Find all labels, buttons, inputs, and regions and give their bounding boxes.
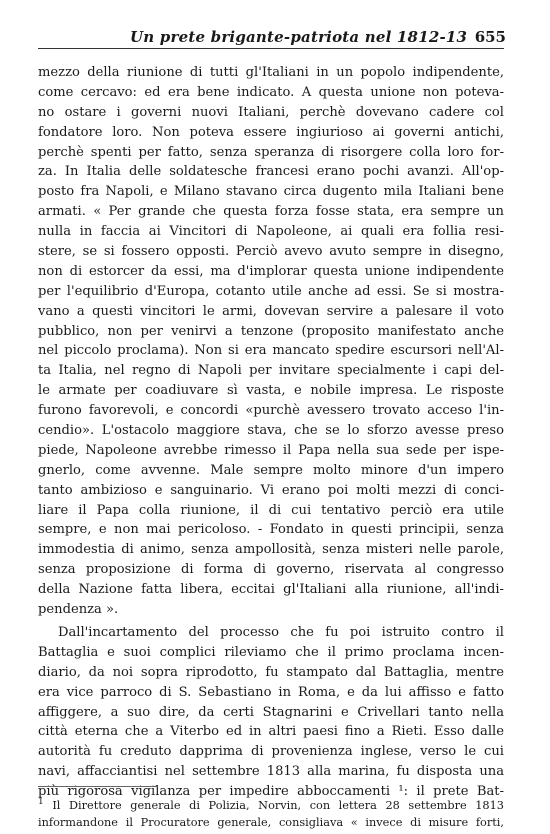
text-line: senza proposizione di forma di governo, riservata al congresso: [38, 562, 504, 578]
text-line: sempre, e non mai pericoloso. - Fondato in questi principii, senza: [38, 522, 504, 538]
footnote: [38, 794, 504, 834]
footnote-marker: 1: [38, 797, 44, 807]
text-line: nel piccolo proclama). Non si era mancato spedire escursori nell'Al-: [38, 343, 504, 359]
page-number: 655: [474, 28, 506, 46]
paragraph-1: [38, 63, 504, 620]
text-line: perchè spenti per fatto, senza speranza di risorgere colla loro for-: [38, 144, 504, 160]
text-line: non di estorcer da essi, ma d'implorar questa unione indipendente: [38, 263, 504, 279]
text-line: mezzo della riunione di tutti gl'Italiani in un popolo indipendente,: [38, 65, 504, 80]
footnote-rule: [38, 786, 158, 787]
header-rule: [38, 48, 504, 49]
text-line: nulla in faccia ai Vincitori di Napoleone, ai quali era follia resi-: [38, 224, 504, 240]
text-line: città eterna che a Viterbo ed in altri paesi fino a Rieti. Esso dalle: [38, 724, 504, 740]
text-line: gnerlo, come avvenne. Male sempre molto minore d'un impero: [38, 462, 504, 478]
text-line: no ostare i governi nuovi Italiani, perchè dovevano cadere col: [38, 104, 504, 120]
text-line: le armate per coadiuvare sì vasta, e nobile impresa. Le risposte: [38, 383, 504, 399]
text-line: della Nazione fatta libera, eccitai gl'Italiani alla riunione, all'indi-: [38, 582, 504, 598]
text-line: fondatore loro. Non poteva essere ingiurioso ai governi antichi,: [38, 124, 504, 140]
text-line: più rigorosa vigilanza per impedire abboccamenti ¹: il prete Bat-: [38, 784, 504, 800]
text-line: posto fra Napoli, e Milano stavano circa dugento mila Italiani bene: [38, 184, 504, 200]
text-line: pubblico, non per venirvi a tenzone (proposito manifestato anche: [38, 323, 504, 339]
text-line: za. In Italia delle soldatesche francesi erano pochi avanzi. All'op-: [38, 164, 504, 180]
text-line: come cercavo: ed era bene indicato. A questa unione non poteva-: [38, 84, 504, 100]
text-line: Battaglia e suoi complici rileviamo che il primo proclama incen-: [38, 644, 504, 660]
text-line: navi, affacciantisi nel settembre 1813 alla marina, fu disposta una: [38, 764, 504, 780]
text-line: per l'equilibrio d'Europa, cotanto utile anche ad essi. Se si mostra-: [38, 283, 504, 299]
running-title: Un prete brigante-patriota nel 1812-13: [130, 28, 468, 46]
text-line: piede, Napoleone avrebbe rimesso il Papa nella sua sede per ispe-: [38, 442, 504, 458]
text-line: furono favorevoli, e concordi «purchè avessero trovato acceso l'in-: [38, 403, 504, 419]
text-line: pendenza ».: [38, 602, 119, 618]
text-line: diario, da noi sopra riprodotto, fu stampato dal Battaglia, mentre: [38, 664, 504, 680]
text-line: armati. « Per grande che questa forza fosse stata, era sempre un: [38, 204, 504, 220]
text-line: autorità fu creduto dapprima di provenienza inglese, verso le cui: [38, 744, 504, 760]
body-text: [38, 63, 504, 802]
text-line: affiggere, a suo dire, da certi Stagnarini e Crivellari tanto nella: [38, 704, 504, 720]
footnote-line: [38, 794, 504, 814]
text-line: tanto ambizioso e sanguinario. Vi erano poi molti mezzi di conci-: [38, 482, 504, 498]
text-line: ta Italia, nel regno di Napoli per invitare specialmente i capi del-: [38, 363, 504, 379]
page: [38, 28, 504, 802]
text-line: stere, se si fossero opposti. Perciò avevo avuto sempre in disegno,: [38, 244, 504, 260]
text-line: Dall'incartamento del processo che fu poi istruito contro il: [58, 624, 504, 640]
text-line: immodestia di animo, senza ampollosità, senza misteri nelle parole,: [38, 542, 504, 558]
text-line: vano a questi vincitori le armi, dovevan servire a palesare il voto: [38, 303, 504, 319]
paragraph-2: [38, 623, 504, 802]
text-line: cendio». L'ostacolo maggiore stava, che se lo sforzo avesse preso: [38, 423, 504, 439]
page-header: [38, 28, 504, 48]
footnote-line: informandone il Procuratore generale, consigliava « invece di misure forti,: [38, 815, 504, 829]
text-line: liare il Papa colla riunione, il di cui tentativo perciò era utile: [38, 502, 504, 518]
text-line: era vice parroco di S. Sebastiano in Roma, e da lui affisso e fatto: [38, 684, 504, 700]
footnote-text: Il Direttore generale di Polizia, Norvin, con lettera 28 settembre 1813: [52, 798, 504, 812]
